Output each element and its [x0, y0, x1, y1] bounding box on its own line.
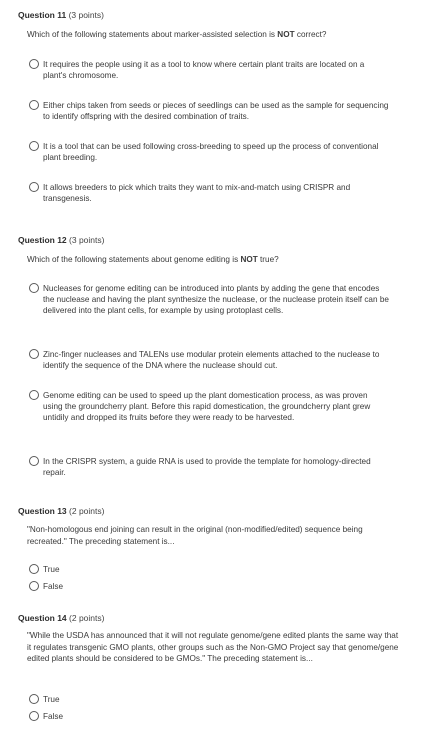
radio-button[interactable]: [29, 581, 39, 591]
option-label: Either chips taken from seeds or pieces of seedlings can be used as the sample for sequencing to identify offspring with the desired combination of traits.: [43, 101, 389, 122]
question-points: (2 points): [69, 613, 105, 623]
radio-button[interactable]: [29, 711, 39, 721]
question-number: Question 12: [18, 235, 67, 245]
prompt-text: Which of the following statements about marker-assisted selection is: [27, 30, 278, 39]
radio-button[interactable]: [29, 283, 39, 293]
option-label: Zinc-finger nucleases and TALENs use modular protein elements attached to the nuclease to identify the sequence of the DNA where the nuclease should cut.: [43, 350, 380, 371]
prompt-text: Which of the following statements about genome editing is: [27, 255, 241, 264]
option-label: It is a tool that can be used following cross-breeding to speed up the process of conventional plant breeding.: [43, 142, 379, 163]
option-label: False: [43, 582, 64, 591]
radio-button[interactable]: [29, 100, 39, 110]
option-label: False: [43, 712, 64, 721]
option-label: It allows breeders to pick which traits they want to mix-and-match using CRISPR and transgenesis.: [43, 183, 351, 204]
option-label: In the CRISPR system, a guide RNA is used to provide the template for homology-directed repair.: [43, 457, 371, 478]
prompt-emphasis: NOT: [240, 255, 258, 264]
question-header: [18, 506, 104, 516]
question-points: (3 points): [69, 235, 105, 245]
radio-button[interactable]: [29, 349, 39, 359]
prompt-emphasis: NOT: [277, 30, 295, 39]
question-prompt: "While the USDA has announced that it will not regulate genome/gene edited plants the same way that it regulates transgenic GMO plants, other groups such as the Non-GMO Project say that genome/gene edited plants should be considered to be GMOs." The preceding statement is...: [27, 631, 399, 663]
radio-button[interactable]: [29, 456, 39, 466]
radio-button[interactable]: [29, 564, 39, 574]
prompt-text-end: correct?: [294, 30, 327, 39]
radio-button[interactable]: [29, 390, 39, 400]
question-number: Question 11: [18, 10, 67, 20]
option-label: It requires the people using it as a tool to know where certain plant traits are located on a plant's chromosome.: [43, 60, 365, 81]
question-prompt: [27, 254, 399, 266]
radio-button[interactable]: [29, 694, 39, 704]
option-label: Nucleases for genome editing can be introduced into plants by adding the gene that encodes the nuclease and having the plant synthesize the nuclease, or the nuclease protein itself can be delivered into the plant cells, for example by using protoplast cells.: [43, 284, 389, 316]
question-header: [18, 613, 104, 623]
option-label: True: [43, 565, 60, 574]
option-label: Genome editing can be used to speed up the plant domestication process, as was proven using the groundcherry plant. Before this rapid domestication, the groundcherry plant grew untidily and dropped its fruits before they were ready to be harvested.: [43, 391, 371, 423]
question-points: (2 points): [69, 506, 105, 516]
radio-button[interactable]: [29, 141, 39, 151]
radio-button[interactable]: [29, 182, 39, 192]
question-prompt: [27, 29, 399, 41]
question-number: Question 14: [18, 613, 67, 623]
radio-button[interactable]: [29, 59, 39, 69]
question-number: Question 13: [18, 506, 67, 516]
question-header: [18, 235, 104, 245]
question-header: [18, 10, 104, 20]
option-label: True: [43, 695, 60, 704]
question-points: (3 points): [68, 10, 104, 20]
question-prompt: "Non-homologous end joining can result in the original (non-modified/edited) sequence being recreated." The preceding statement is...: [27, 525, 363, 546]
prompt-text-end: true?: [257, 255, 279, 264]
